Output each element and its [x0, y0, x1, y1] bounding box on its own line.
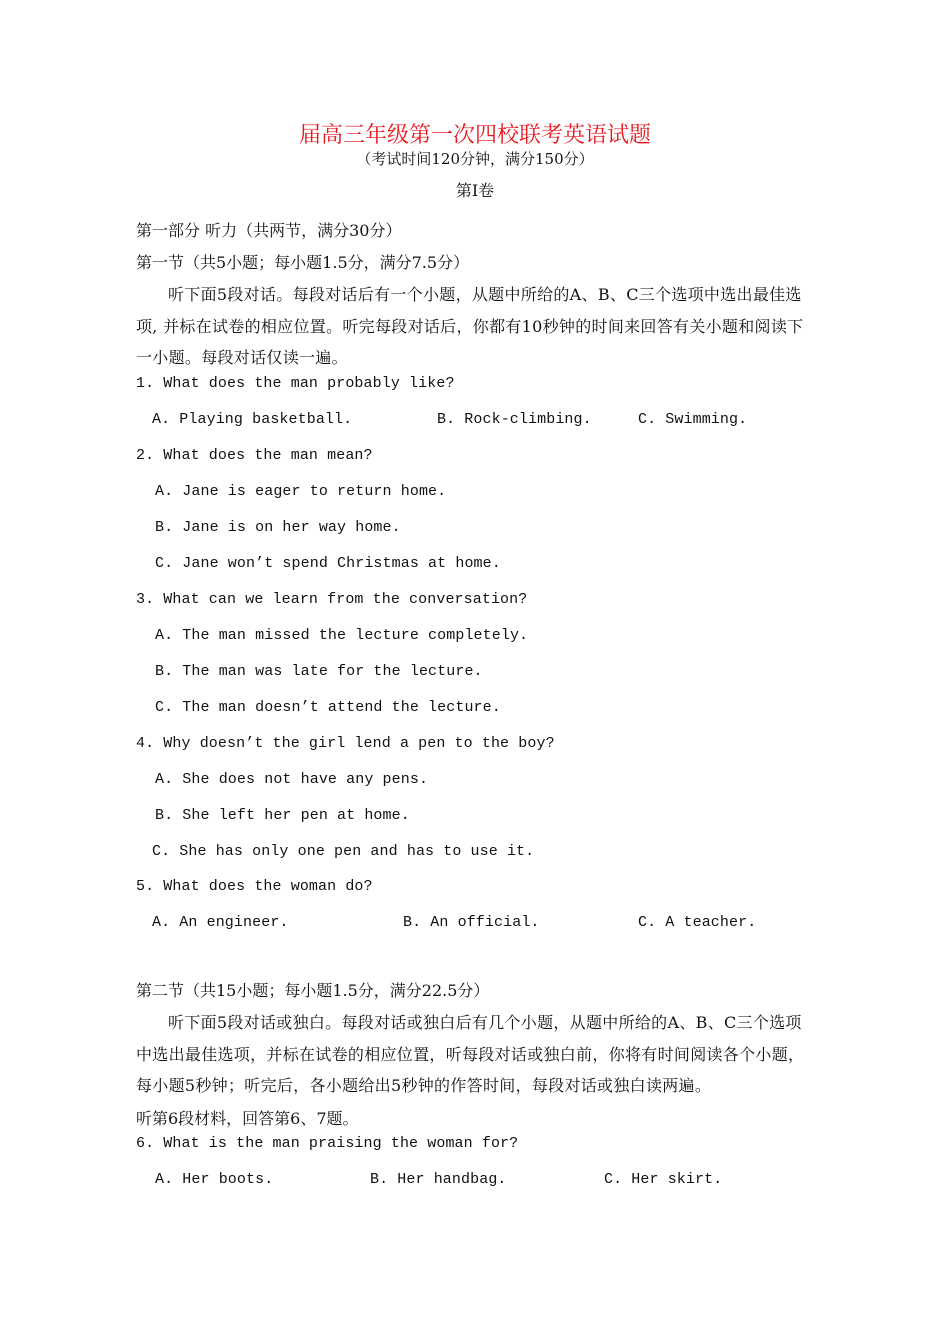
- question-1-stem: 1. What does the man probably like?: [136, 375, 455, 392]
- question-4-option-c: C. She has only one pen and has to use it.: [152, 843, 535, 860]
- question-3-option-c: C. The man doesn’t attend the lecture.: [155, 699, 501, 716]
- section2-heading: 第二节（共15小题；每小题1.5分，满分22.5分）: [136, 981, 490, 1000]
- question-1-option-a: A. Playing basketball.: [152, 411, 353, 428]
- question-6-option-c: C. Her skirt.: [604, 1171, 723, 1188]
- section2-instructions: 听下面5段对话或独白。每段对话或独白后有几个小题，从题中所给的A、B、C三个选项中选出最佳选项，并标在试卷的相应位置，听每段对话或独白前，你将有时间阅读各个小题，每小题5秒钟；听完后，各小题给出5秒钟的作答时间，每段对话或独白读两遍。: [136, 1013, 805, 1095]
- question-5-option-b: B. An official.: [403, 914, 540, 931]
- question-3-option-a: A. The man missed the lecture completely.: [155, 627, 529, 644]
- question-3-stem: 3. What can we learn from the conversation?: [136, 591, 528, 608]
- question-2-stem: 2. What does the man mean?: [136, 447, 373, 464]
- part1-heading: 第一部分 听力（共两节，满分30分）: [136, 221, 402, 240]
- question-1-option-c: C. Swimming.: [638, 411, 748, 428]
- question-4-option-b: B. She left her pen at home.: [155, 807, 410, 824]
- question-3-option-b: B. The man was late for the lecture.: [155, 663, 483, 680]
- volume-label: 第Ⅰ卷: [455, 181, 495, 200]
- question-2-option-a: A. Jane is eager to return home.: [155, 483, 447, 500]
- question-4-option-a: A. She does not have any pens.: [155, 771, 429, 788]
- question-6-option-a: A. Her boots.: [155, 1171, 274, 1188]
- question-1-option-b: B. Rock-climbing.: [437, 411, 592, 428]
- question-2-option-b: B. Jane is on her way home.: [155, 519, 401, 536]
- section1-heading: 第一节（共5小题；每小题1.5分，满分7.5分）: [136, 253, 470, 272]
- question-2-option-c: C. Jane won’t spend Christmas at home.: [155, 555, 501, 572]
- question-6-option-b: B. Her handbag.: [370, 1171, 507, 1188]
- material-note: 听第6段材料，回答第6、7题。: [136, 1109, 359, 1128]
- exam-title: 届高三年级第一次四校联考英语试题: [298, 123, 651, 148]
- question-6-stem: 6. What is the man praising the woman for?: [136, 1135, 519, 1152]
- question-5-option-a: A. An engineer.: [152, 914, 289, 931]
- question-4-stem: 4. Why doesn’t the girl lend a pen to the boy?: [136, 735, 555, 752]
- section1-instructions: 听下面5段对话。每段对话后有一个小题，从题中所给的A、B、C三个选项中选出最佳选项, 并标在试卷的相应位置。听完每段对话后，你都有10秒钟的时间来回答有关小题和阅读下一小题。每段对话仅读一遍。: [136, 285, 804, 367]
- exam-subtitle: （考试时间120分钟，满分150分）: [356, 150, 594, 168]
- question-5-stem: 5. What does the woman do?: [136, 878, 373, 895]
- question-5-option-c: C. A teacher.: [638, 914, 757, 931]
